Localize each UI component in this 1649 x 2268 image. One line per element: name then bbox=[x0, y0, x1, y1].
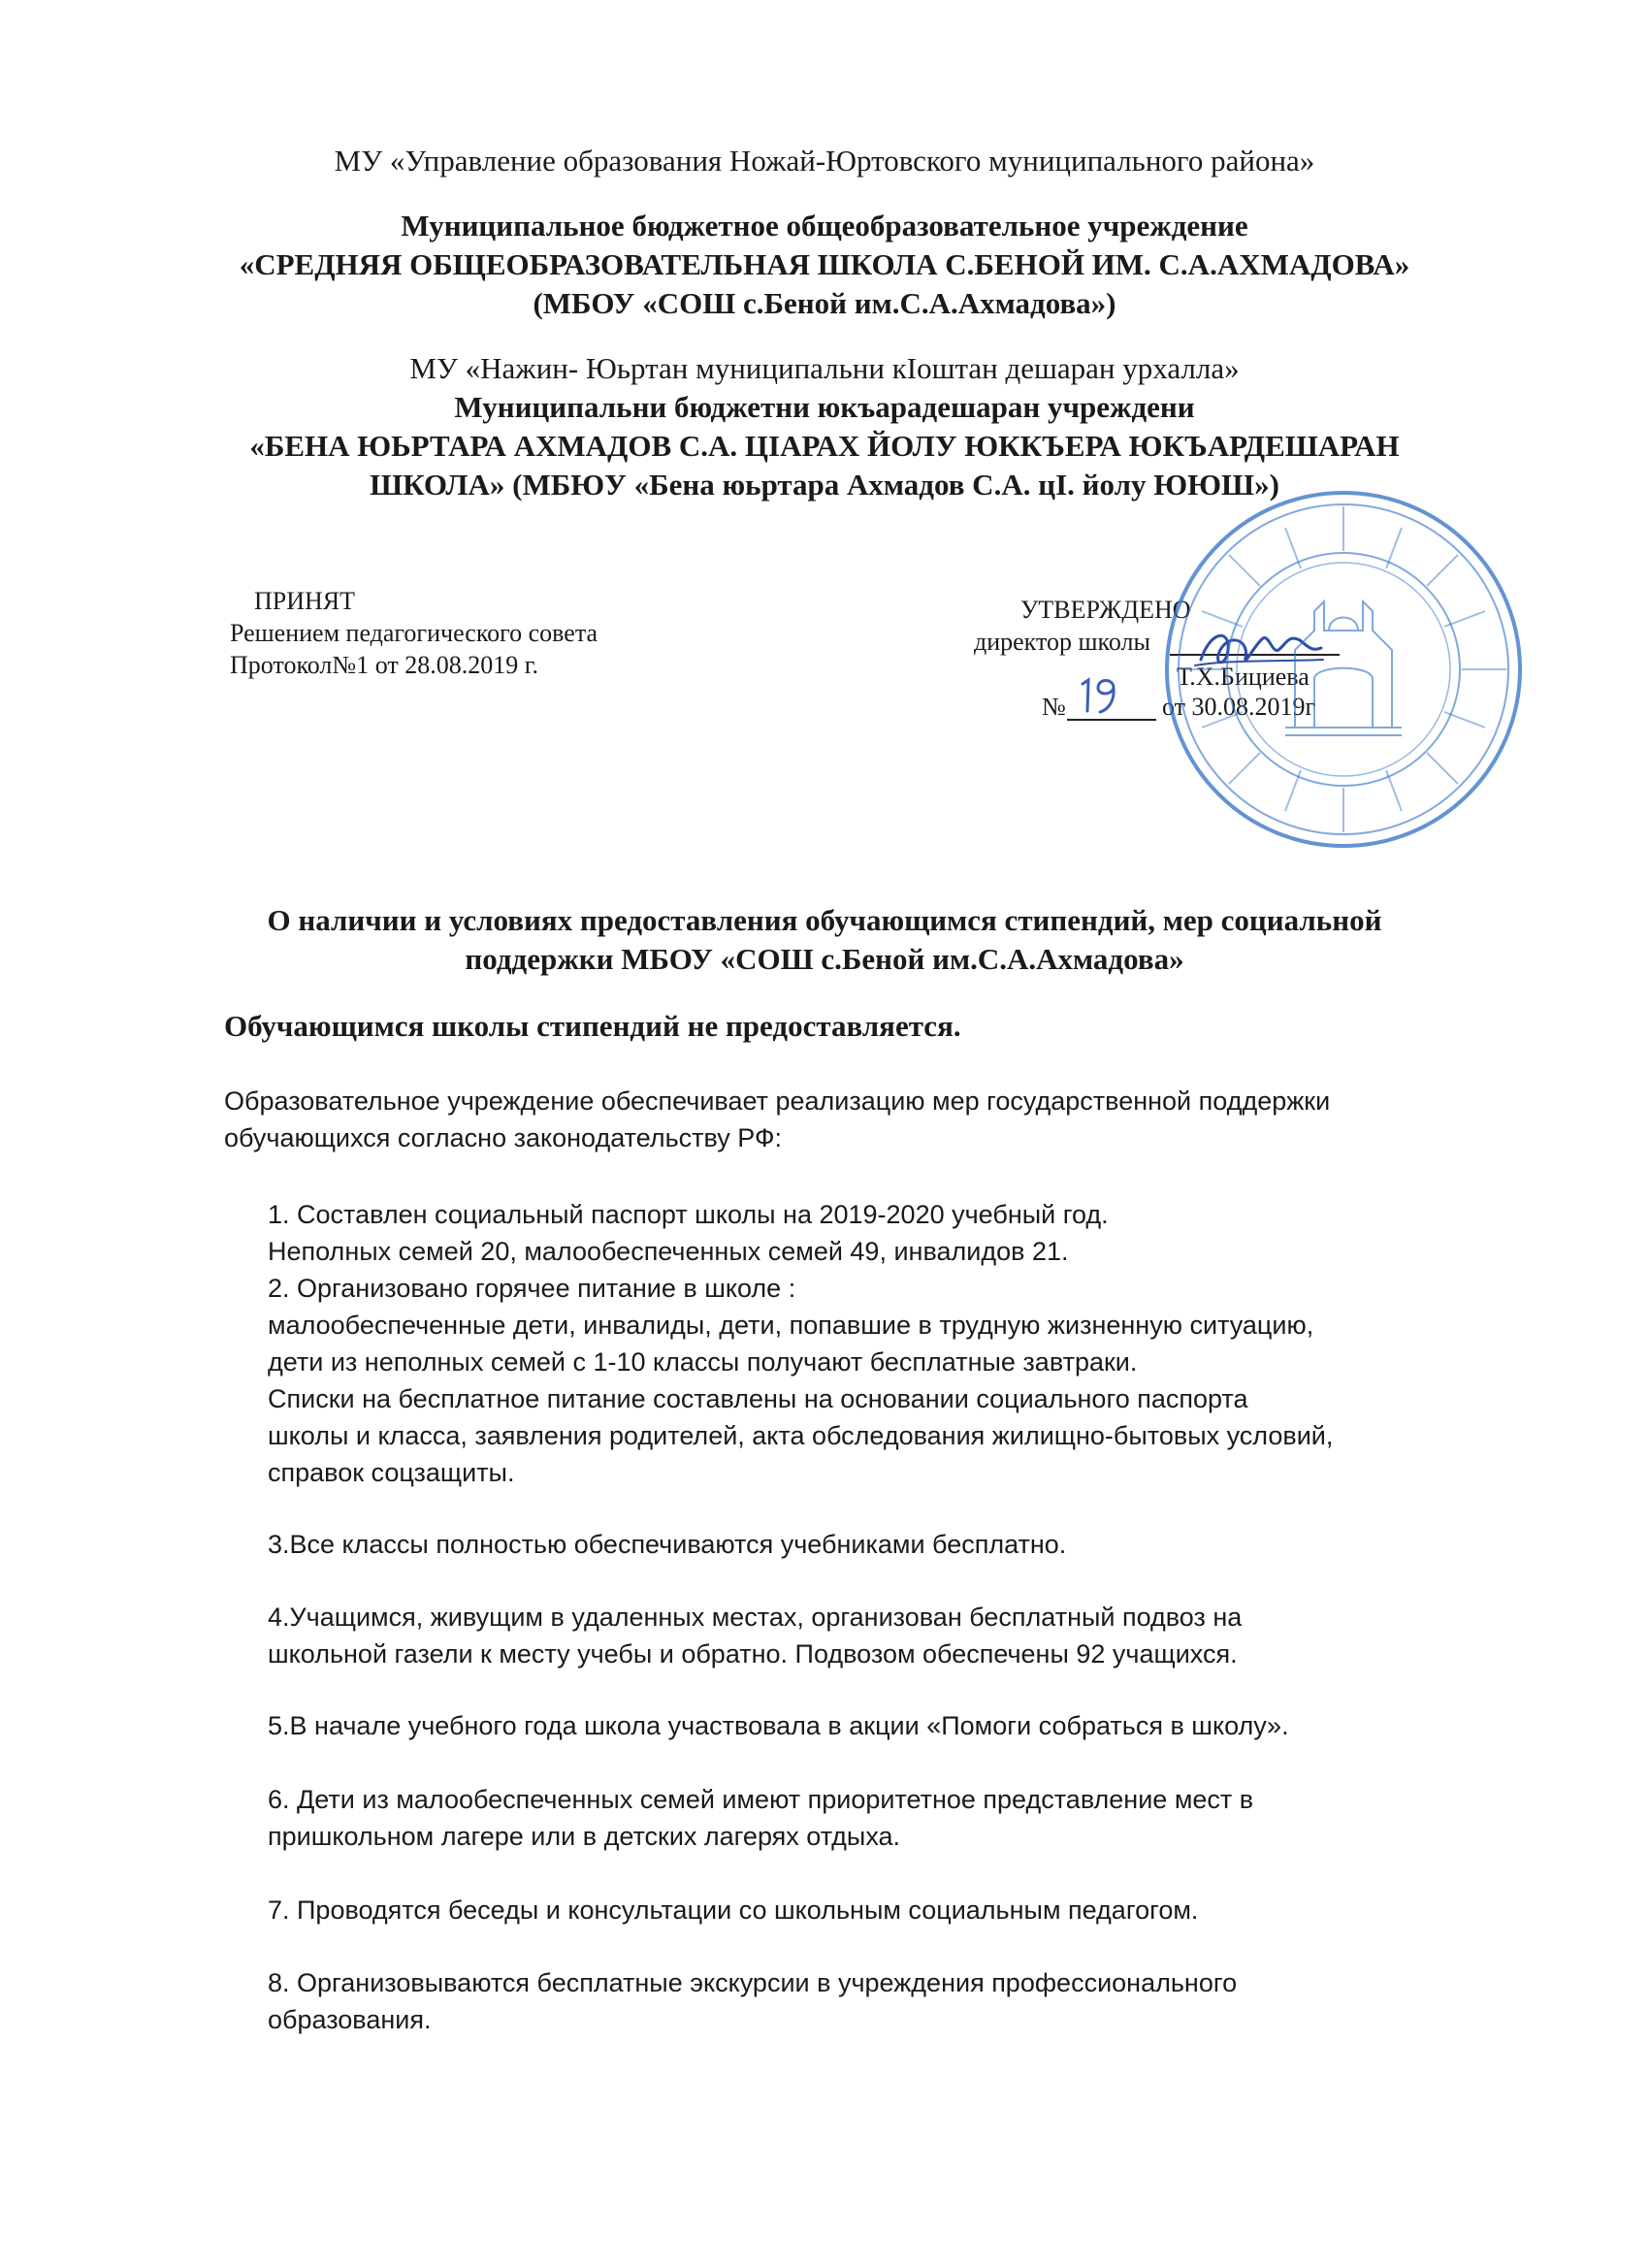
approved-name: Т.Х.Бициева bbox=[1177, 663, 1310, 691]
number-line bbox=[1067, 719, 1156, 721]
ru-school-name: «СРЕДНЯЯ ОБЩЕОБРАЗОВАТЕЛЬНАЯ ШКОЛА С.БЕНОЙ ИМ. С.А.АХМАДОВА» bbox=[239, 247, 1410, 281]
accepted-by: Решением педагогического совета bbox=[230, 619, 598, 647]
item1-line2: Неполных семей 20, малообеспеченных семей 49, инвалидов 21. bbox=[268, 1237, 1069, 1266]
ru-institution: Муниципальное бюджетное общеобразовательное учреждение bbox=[401, 209, 1248, 243]
approved-number-prefix: № bbox=[1042, 693, 1066, 721]
ce-institution: Муниципальни бюджетни юкъарадешаран учреждени bbox=[454, 390, 1195, 424]
item4-line1: 4.Учащимся, живущим в удаленных местах, организован бесплатный подвоз на bbox=[268, 1603, 1243, 1632]
intro-line1: Образовательное учреждение обеспечивает реализацию мер государственной поддержки bbox=[224, 1086, 1331, 1116]
item6-line1: 6. Дети из малообеспеченных семей имеют приоритетное представление мест в bbox=[268, 1785, 1254, 1814]
ce-school-line2: ШКОЛА» (МБЮУ «Бена юьртара Ахмадов С.А. цI. йолу ЮЮШ») bbox=[370, 468, 1279, 502]
item8-line2: образования. bbox=[268, 2005, 432, 2034]
item1-line1: 1. Составлен социальный паспорт школы на 2019-2020 учебный год. bbox=[268, 1200, 1109, 1229]
approved-role: директор школы bbox=[974, 628, 1150, 656]
accepted-protocol: Протокол№1 от 28.08.2019 г. bbox=[230, 651, 538, 679]
item2-line1: 2. Организовано горячее питание в школе : bbox=[268, 1274, 796, 1303]
item2-line6: справок соцзащиты. bbox=[268, 1458, 515, 1487]
approved-date: от 30.08.2019г bbox=[1162, 693, 1316, 721]
ru-authority: МУ «Управление образования Ножай-Юртовского муниципального района» bbox=[334, 144, 1315, 178]
item2-line2: малообеспеченные дети, инвалиды, дети, попавшие в трудную жизненную ситуацию, bbox=[268, 1311, 1314, 1340]
item2-line4: Списки на бесплатное питание составлены на основании социального паспорта bbox=[268, 1384, 1248, 1413]
item7: 7. Проводятся беседы и консультации со школьным социальным педагогом. bbox=[268, 1895, 1199, 1925]
document-title-line1: О наличии и условиях предоставления обучающимся стипендий, мер социальной bbox=[267, 903, 1382, 937]
ce-school-line1: «БЕНА ЮЬРТАРА АХМАДОВ С.А. ЦIАРАХ ЙОЛУ ЮККЪЕРА ЮКЪАРДЕШАРАН bbox=[249, 429, 1400, 463]
item5: 5.В начале учебного года школа участвовала в акции «Помоги собраться в школу». bbox=[268, 1711, 1289, 1740]
document-title-line2: поддержки МБОУ «СОШ с.Беной им.С.А.Ахмадова» bbox=[465, 942, 1184, 976]
item6-line2: пришкольном лагере или в детских лагерях отдыха. bbox=[268, 1822, 901, 1851]
no-scholarship-statement: Обучающимся школы стипендий не предоставляется. bbox=[224, 1009, 961, 1043]
item2-line3: дети из неполных семей с 1-10 классы получают бесплатные завтраки. bbox=[268, 1347, 1138, 1377]
item3: 3.Все классы полностью обеспечиваются учебниками бесплатно. bbox=[268, 1530, 1067, 1559]
intro-line2: обучающихся согласно законодательству РФ: bbox=[224, 1123, 783, 1152]
approved-title: УТВЕРЖДЕНО bbox=[1020, 596, 1191, 624]
item2-line5: школы и класса, заявления родителей, акта обследования жилищно-бытовых условий, bbox=[268, 1421, 1334, 1450]
accepted-title: ПРИНЯТ bbox=[254, 587, 356, 615]
handwritten-number-19 bbox=[1075, 674, 1123, 718]
ru-school-abbr: (МБОУ «СОШ с.Беной им.С.А.Ахмадова») bbox=[533, 286, 1116, 320]
official-seal-stamp bbox=[1159, 485, 1528, 854]
item8-line1: 8. Организовываются бесплатные экскурсии в учреждения профессионального bbox=[268, 1968, 1238, 1997]
ce-authority: МУ «Нажин- Юьртан муниципальни кIоштан дешаран урхалла» bbox=[409, 351, 1240, 385]
item4-line2: школьной газели к месту учебы и обратно. Подвозом обеспечены 92 учащихся. bbox=[268, 1639, 1238, 1669]
